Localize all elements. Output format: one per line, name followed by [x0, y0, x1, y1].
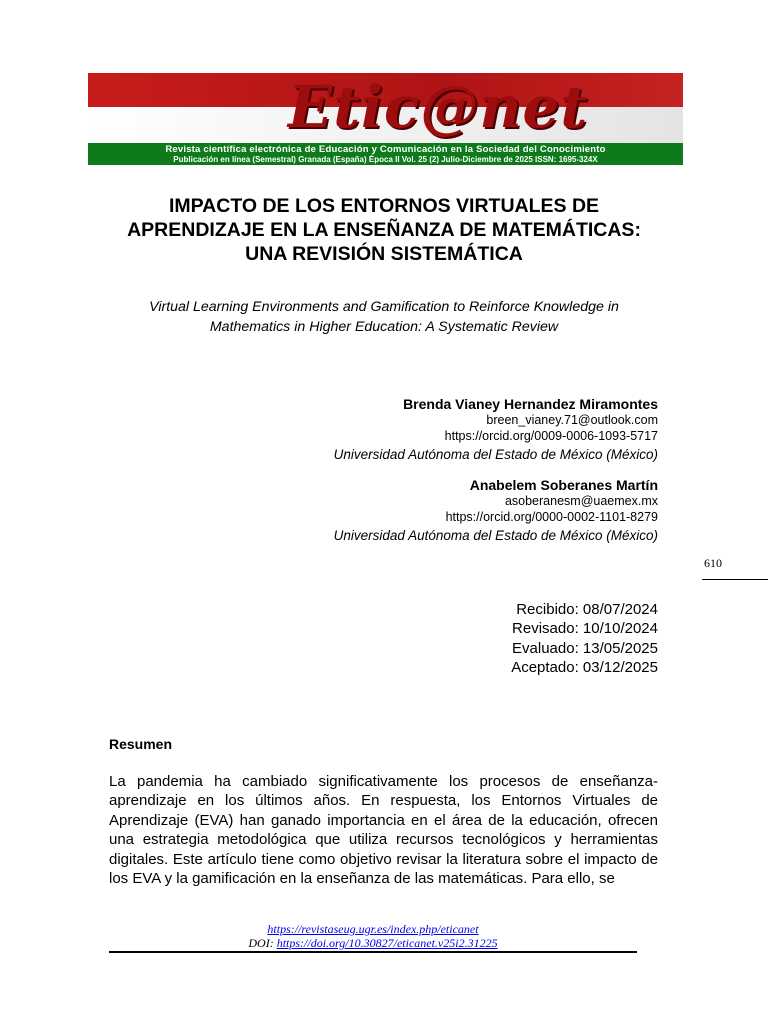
author-institution: Universidad Autónoma del Estado de México (México)	[333, 447, 658, 462]
abstract-heading: Resumen	[109, 736, 173, 752]
abstract-text: La pandemia ha cambiado significativamente los procesos de enseñanza-aprendizaje en los últimos años. En respuesta, los Entornos Virtuales de Aprendizaje (EVA) han ganado importancia en el área de la educación, ofrecen una estrategia metodológica que utiliza recursos tecnológicos y herramientas digitales. Este artículo tiene como objetivo revisar la literatura sobre el impacto de los EVA y la gamificación en la enseñanza de las matemáticas. Para ello, se	[109, 773, 658, 888]
date-evaluated: Evaluado: 13/05/2025	[512, 639, 658, 657]
doi-label: DOI:	[248, 936, 277, 950]
date-accepted: Aceptado: 03/12/2025	[511, 658, 658, 676]
author-institution: Universidad Autónoma del Estado de México (México)	[333, 528, 658, 543]
page-number-rule	[702, 579, 768, 580]
author-name: Anabelem Soberanes Martín	[469, 477, 658, 493]
journal-logo: Etic@net	[288, 73, 589, 141]
date-received: Recibido: 08/07/2024	[516, 601, 658, 618]
banner-header-graphic	[88, 73, 683, 143]
article-title	[88, 194, 680, 266]
footer-rule	[109, 951, 637, 953]
author-orcid[interactable]: https://orcid.org/0000-0002-1101-8279	[445, 509, 658, 524]
author-email[interactable]: asoberanesm@uaemex.mx	[504, 494, 658, 508]
date-revised: Revisado: 10/10/2024	[512, 620, 658, 638]
author-orcid[interactable]: https://orcid.org/0009-0006-1093-5717	[444, 428, 658, 443]
title-line: UNA REVISIÓN SISTEMÁTICA	[245, 243, 523, 265]
author-name: Brenda Vianey Hernandez Miramontes	[403, 396, 658, 412]
author-email[interactable]: breen_vianey.71@outlook.com	[486, 413, 658, 427]
subtitle-line: Mathematics in Higher Education: A Systematic Review	[209, 319, 559, 335]
review-dates	[511, 600, 658, 677]
banner-info-strip	[88, 143, 683, 165]
journal-url-link[interactable]: https://revistaseug.ugr.es/index.php/eticanet	[267, 922, 479, 936]
title-line: APRENDIZAJE EN LA ENSEÑANZA DE MATEMÁTICAS:	[127, 219, 641, 241]
subtitle-line: Virtual Learning Environments and Gamification to Reinforce Knowledge in	[149, 299, 619, 315]
journal-banner	[88, 73, 683, 165]
doi-link[interactable]: https://doi.org/10.30827/eticanet.v25i2.31225	[276, 936, 498, 950]
title-line: IMPACTO DE LOS ENTORNOS VIRTUALES DE	[168, 195, 600, 217]
journal-description: Revista científica electrónica de Educación y Comunicación en la Sociedad del Conocimiento	[165, 144, 606, 155]
author-2	[334, 476, 658, 545]
publication-details: Publicación en línea (Semestral) Granada (España) Época II Vol. 25 (2) Julio-Diciembre de 2025 ISSN: 1695-324X	[173, 155, 598, 164]
article-subtitle-english	[88, 297, 680, 337]
page-footer	[109, 922, 637, 950]
page-number: 610	[704, 556, 722, 570]
author-1	[334, 395, 658, 464]
